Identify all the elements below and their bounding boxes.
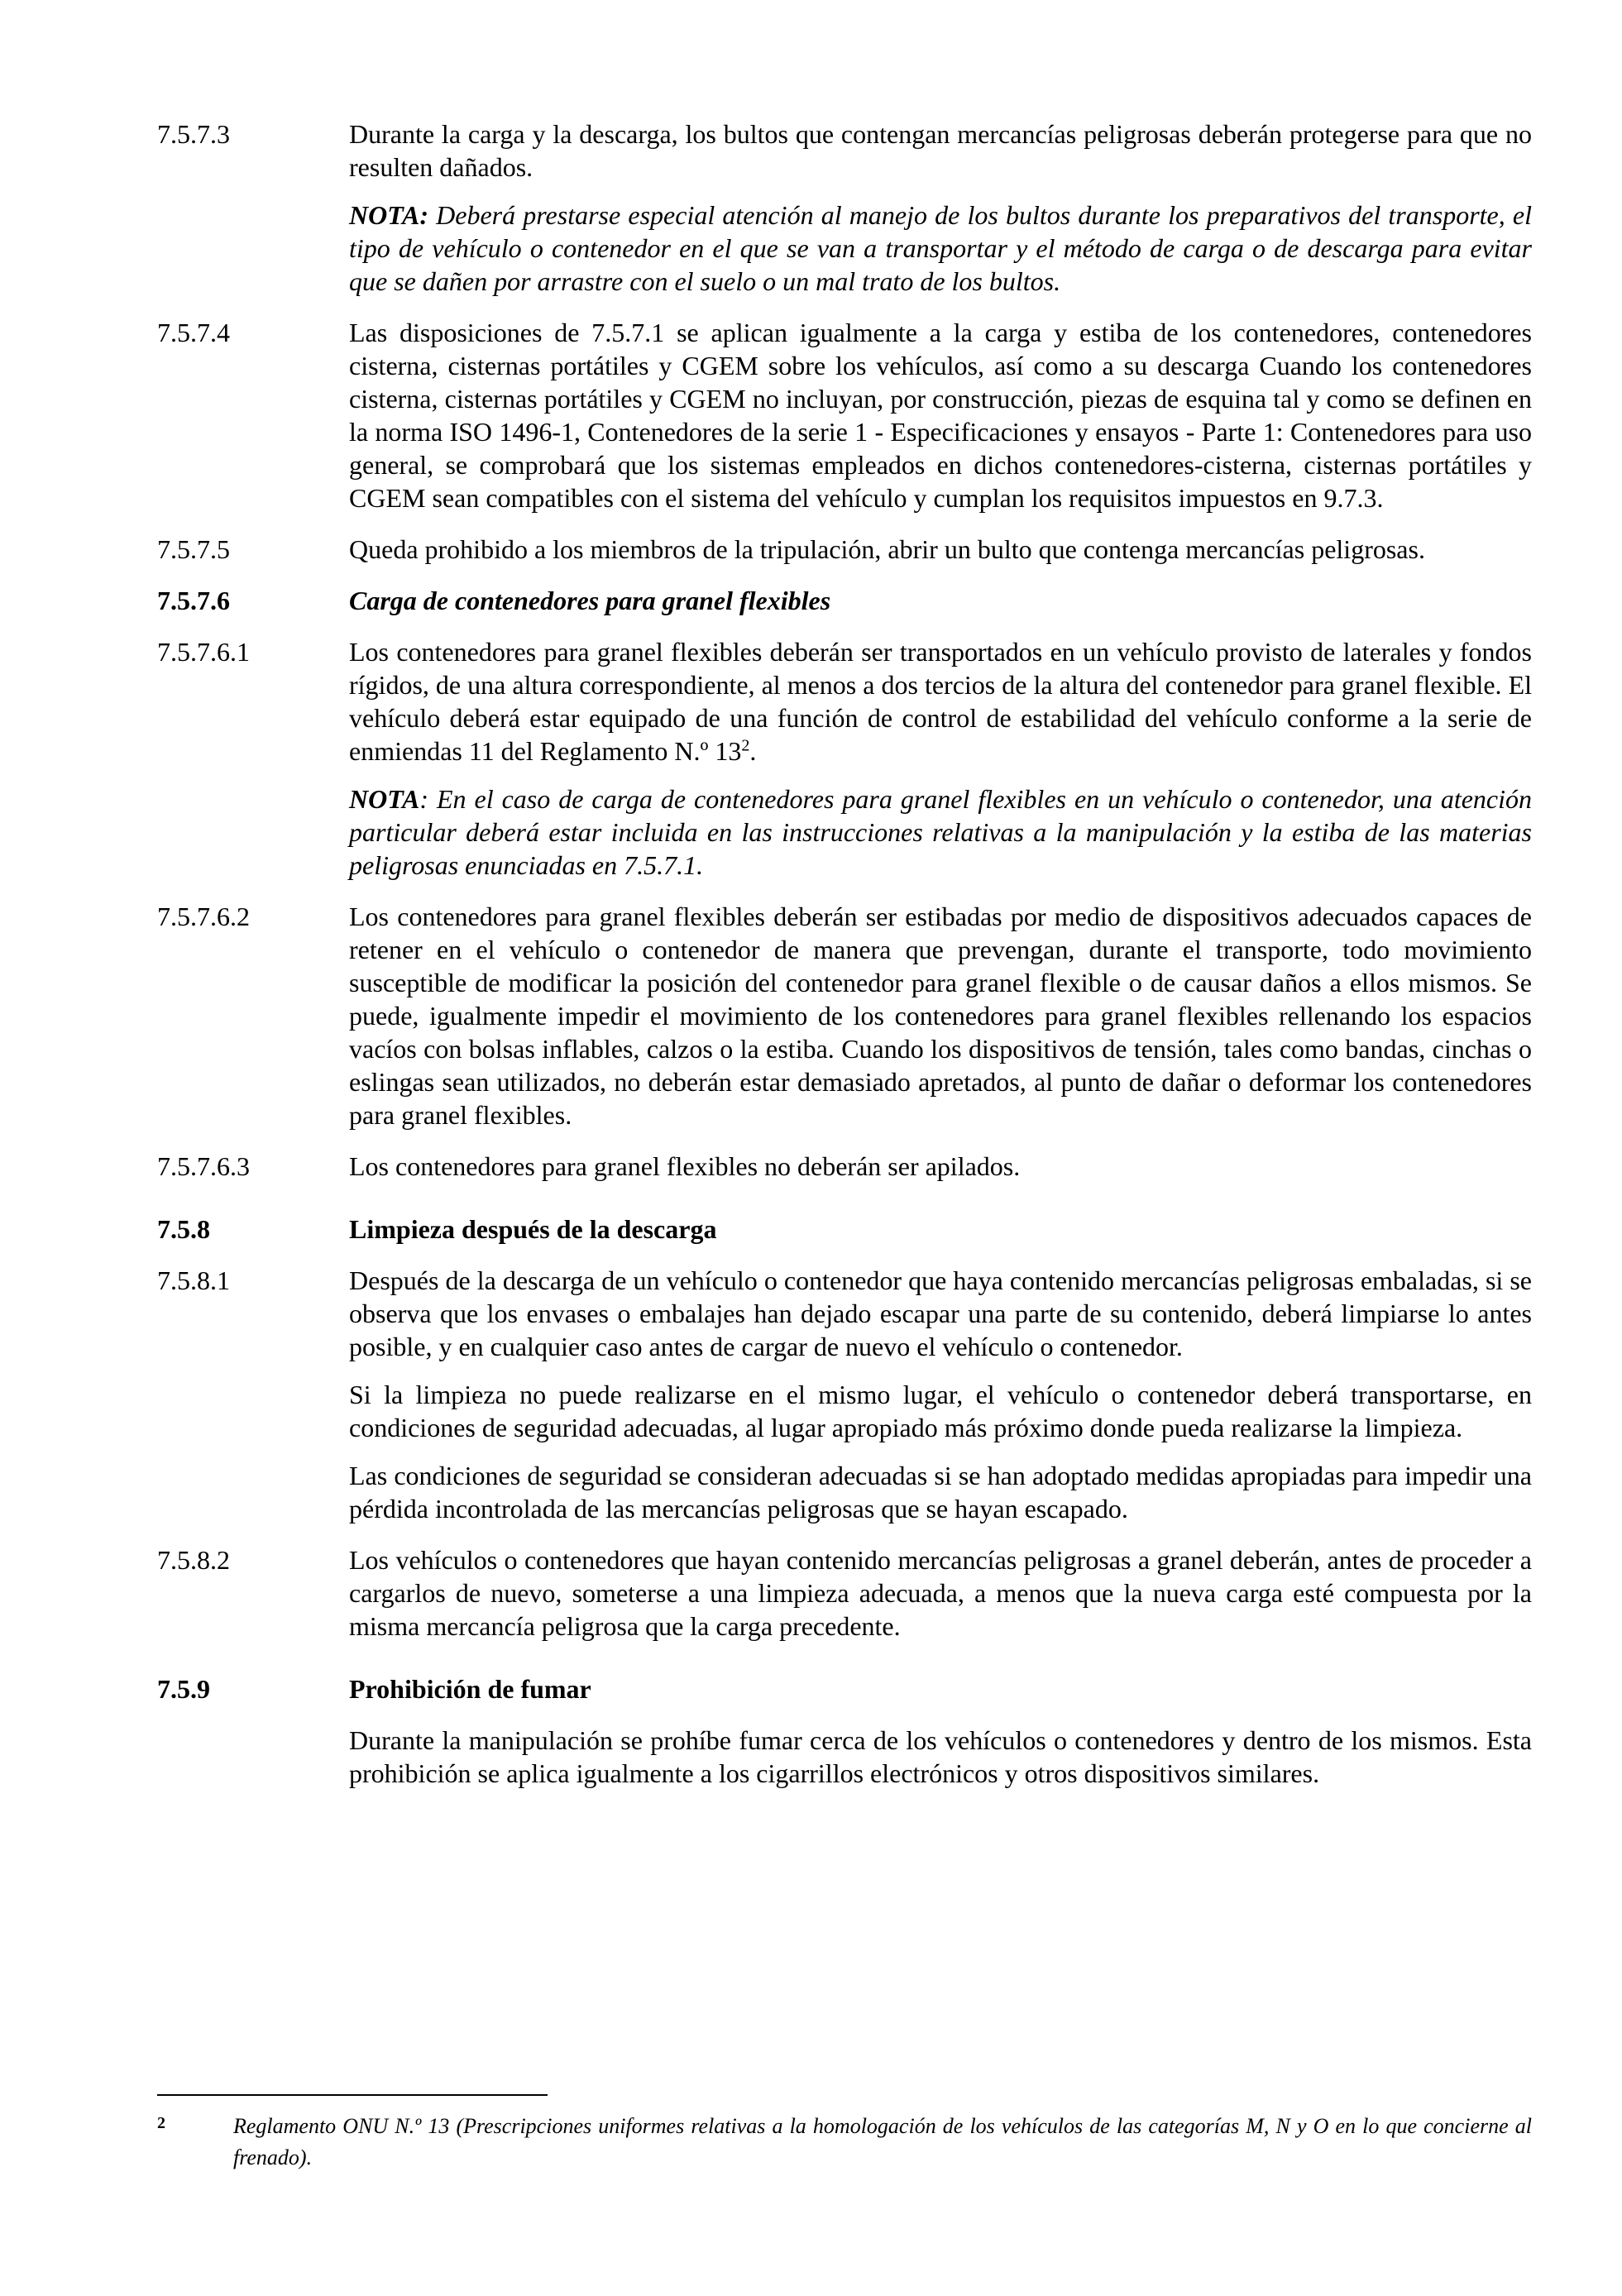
section-7-5-8-2	[157, 1543, 1532, 1643]
paragraph: Los contenedores para granel flexibles no deberán ser apilados.	[349, 1151, 1021, 1181]
footnote-separator	[157, 2094, 548, 2096]
note-text: Deberá prestarse especial atención al manejo de los bultos durante los preparativos del transporte, el tipo de vehículo o contenedor en el que se van a transportar y el método de carga o de descarga para evitar que se dañen por arrastre con el suelo o un mal trato de los bultos.	[349, 200, 1532, 296]
section-body	[349, 533, 1532, 566]
section-7-5-8-1	[157, 1264, 1532, 1525]
paragraph: Los vehículos o contenedores que hayan contenido mercancías peligrosas a granel deberán, antes de proceder a cargarlos de nuevo, someterse a una limpieza adecuada, a menos que la nueva carga esté compuesta por la misma mercancía peligrosa que la carga precedente.	[349, 1545, 1532, 1641]
paragraph: Después de la descarga de un vehículo o contenedor que haya contenido mercancías peligrosas embaladas, si se observa que los envases o embalajes han dejado escapar una parte de su contenido, deberá limpiarse lo antes posible, y en cualquier caso antes de cargar de nuevo el vehículo o contenedor.	[349, 1265, 1532, 1361]
spacer	[157, 1201, 1532, 1213]
section-number: 7.5.9	[157, 1674, 210, 1704]
section-body	[349, 316, 1532, 514]
section-heading: Prohibición de fumar	[349, 1674, 591, 1704]
section-number: 7.5.7.5	[157, 534, 230, 564]
paragraph: Durante la carga y la descarga, los bultos que contengan mercancías peligrosas deberán protegerse para que no resulten dañados.	[349, 119, 1532, 182]
paragraph-text: Los contenedores para granel flexibles deberán ser transportados en un vehículo provisto de laterales y fondos rígidos, de una altura correspondiente, al menos a dos tercios de la altura del contenedor para granel flexible. El vehículo deberá estar equipado de una función de control de estabilidad del vehículo conforme a la serie de enmiendas 11 del Reglamento N.º 13	[349, 637, 1532, 766]
paragraph: Las disposiciones de 7.5.7.1 se aplican igualmente a la carga y estiba de los contenedores, contenedores cisterna, cisternas portátiles y CGEM sobre los vehículos, así como a su descarga Cuando los contenedores cisterna, cisternas portátiles y CGEM no incluyan, por construcción, piezas de esquina tal y como se definen en la norma ISO 1496-1, Contenedores de la serie 1 - Especificaciones y ensayos - Parte 1: Contenedores para uso general, se comprobará que los sistemas empleados en dichos contenedores-cisterna, cisternas portátiles y CGEM sean compatibles con el sistema del vehículo y cumplan los requisitos impuestos en 9.7.3.	[349, 318, 1532, 513]
section-body	[349, 1543, 1532, 1643]
paragraph-end: .	[749, 736, 757, 766]
document-body	[157, 117, 1532, 1808]
section-number: 7.5.8	[157, 1214, 210, 1244]
footnote	[157, 2111, 1532, 2174]
paragraph	[349, 635, 1532, 768]
section-number: 7.5.7.3	[157, 119, 230, 149]
footnote-reference[interactable]: 2	[741, 736, 750, 755]
section-7-5-7-3	[157, 117, 1532, 298]
section-7-5-7-5	[157, 533, 1532, 566]
note-text: : En el caso de carga de contenedores para granel flexibles en un vehículo o contenedor, una atención particular deberá estar incluida en las instrucciones relativas a la manipulación y la estiba de las materias peligrosas enunciadas en 7.5.7.1.	[349, 784, 1532, 880]
section-7-5-9-body	[157, 1724, 1532, 1790]
section-number: 7.5.8.2	[157, 1545, 230, 1575]
section-7-5-9	[157, 1672, 1532, 1705]
paragraph: Los contenedores para granel flexibles deberán ser estibadas por medio de dispositivos adecuados capaces de retener en el vehículo o contenedor de manera que prevengan, durante el transporte, todo movimiento susceptible de modificar la posición del contenedor para granel flexible o de causar daños a ellos mismos. Se puede, igualmente impedir el movimiento de los contenedores para granel flexibles rellenando los espacios vacíos con bolsas inflables, calzos o la estiba. Cuando los dispositivos de tensión, tales como bandas, cinchas o eslingas sean utilizados, no deberán estar demasiado apretados, al punto de dañar o deformar los contenedores para granel flexibles.	[349, 902, 1532, 1130]
section-heading: Limpieza después de la descarga	[349, 1214, 717, 1244]
footnote-text: Reglamento ONU N.º 13 (Prescripciones uniformes relativas a la homologación de los vehículos de las categorías M, N y O en lo que concierne al frenado).	[233, 2114, 1532, 2169]
paragraph: Queda prohibido a los miembros de la tripulación, abrir un bulto que contenga mercancías peligrosas.	[349, 534, 1425, 564]
section-7-5-7-6	[157, 584, 1532, 617]
section-number-empty	[157, 1724, 349, 1790]
section-heading: Carga de contenedores para granel flexibles	[349, 586, 831, 615]
section-7-5-7-6-2	[157, 900, 1532, 1131]
section-7-5-7-6-3	[157, 1150, 1532, 1183]
section-body	[349, 117, 1532, 298]
paragraph: Si la limpieza no puede realizarse en el mismo lugar, el vehículo o contenedor deberá transportarse, en condiciones de seguridad adecuadas, al lugar apropiado más próximo donde pueda realizarse la limpieza.	[349, 1380, 1532, 1442]
footnote-mark: 2	[157, 2114, 165, 2132]
note-label: NOTA:	[349, 200, 428, 230]
note	[349, 782, 1532, 882]
section-body	[349, 635, 1532, 882]
paragraph: Las condiciones de seguridad se consideran adecuadas si se han adoptado medidas apropiadas para impedir una pérdida incontrolada de las mercancías peligrosas que se hayan escapado.	[349, 1461, 1532, 1523]
section-7-5-7-6-1	[157, 635, 1532, 882]
section-7-5-8	[157, 1213, 1532, 1246]
section-body	[349, 900, 1532, 1131]
note-label: NOTA	[349, 784, 420, 814]
section-number: 7.5.7.6.1	[157, 637, 250, 667]
section-number: 7.5.7.6	[157, 586, 230, 615]
section-number: 7.5.7.6.2	[157, 902, 250, 931]
section-body	[349, 1150, 1532, 1183]
section-7-5-7-4	[157, 316, 1532, 514]
section-number: 7.5.7.6.3	[157, 1151, 250, 1181]
section-body	[349, 1724, 1532, 1790]
section-number: 7.5.8.1	[157, 1265, 230, 1295]
paragraph: Durante la manipulación se prohíbe fumar cerca de los vehículos o contenedores y dentro de los mismos. Esta prohibición se aplica igualmente a los cigarrillos electrónicos y otros dispositivos similares.	[349, 1725, 1532, 1788]
section-body	[349, 1264, 1532, 1525]
spacer	[157, 1661, 1532, 1672]
section-number: 7.5.7.4	[157, 318, 230, 347]
note	[349, 199, 1532, 298]
